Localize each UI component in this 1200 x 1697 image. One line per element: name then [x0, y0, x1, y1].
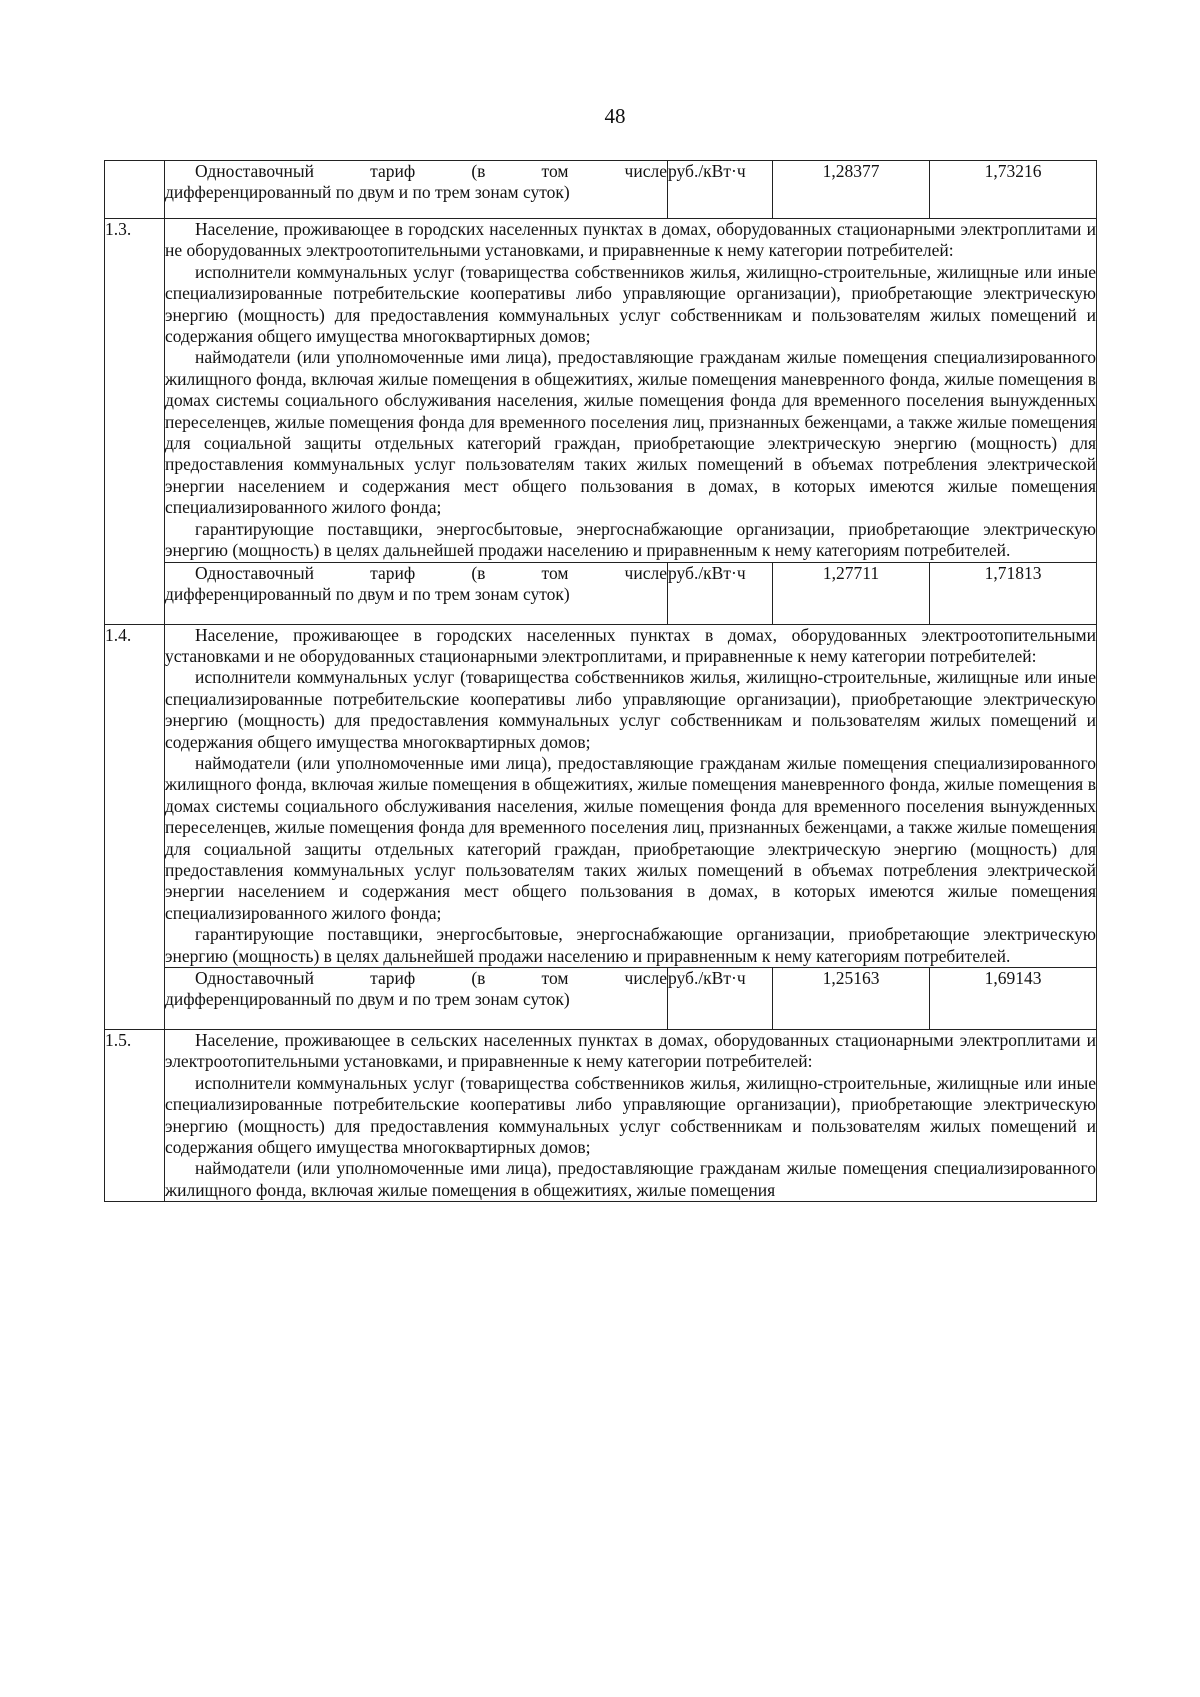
unit-cell: руб./кВт·ч [668, 562, 773, 624]
unit-cell: руб./кВт·ч [668, 968, 773, 1030]
section-description [165, 1030, 1097, 1202]
section-number: 1.3. [105, 219, 165, 625]
table-row [105, 624, 1097, 968]
tariff-label-line2: дифференцированный по двум и по трем зонам суток) [165, 583, 570, 604]
section-description [165, 624, 1097, 968]
tariff-label-cell [165, 968, 668, 1030]
paragraph: гарантирующие поставщики, энергосбытовые, энергоснабжающие организации, приобретающие электрическую энергию (мощность) в целях дальнейшей продажи населению и приравненным к нему категориям потребителей. [165, 924, 1096, 966]
value-cell-1: 1,25163 [773, 968, 930, 1030]
value-cell-2: 1,71813 [930, 562, 1097, 624]
page-number: 48 [604, 104, 626, 128]
paragraph: Население, проживающее в городских населенных пунктах в домах, оборудованных стационарными электроплитами и не оборудованных электроотопительными установками, и приравненные к нему категории потребителей: [165, 219, 1096, 261]
section-number: 1.4. [105, 624, 165, 1030]
tariff-label-cell [165, 161, 668, 219]
paragraph: гарантирующие поставщики, энергосбытовые, энергоснабжающие организации, приобретающие электрическую энергию (мощность) в целях дальнейшей продажи населению и приравненным к нему категориям потребителей. [165, 518, 1096, 561]
value-cell-2: 1,69143 [930, 968, 1097, 1030]
table-row [105, 219, 1097, 563]
value-cell-1: 1,28377 [773, 161, 930, 219]
value-cell-1: 1,27711 [773, 562, 930, 624]
table-row [105, 562, 1097, 624]
tariff-label-line2: дифференцированный по двум и по трем зонам суток) [165, 989, 570, 1010]
paragraph: наймодатели (или уполномоченные ими лица), предоставляющие гражданам жилые помещения специализированного жилищного фонда, включая жилые помещения в общежитиях, жилые помещения [165, 1158, 1096, 1200]
paragraph: Население, проживающее в сельских населенных пунктах в домах, оборудованных стационарными электроплитами и электроотопительными установками, и приравненные к нему категории потребителей: [165, 1030, 1096, 1072]
tariff-label-line1: Одноставочный тариф (в том числе [195, 161, 667, 181]
paragraph: наймодатели (или уполномоченные ими лица), предоставляющие гражданам жилые помещения специализированного жилищного фонда, включая жилые помещения в общежитиях, жилые помещения маневренного фонда, жилые помещения в домах системы социального обслуживания населения, жилые помещения фонда для временного поселения вынужденных переселенцев, жилые помещения фонда для временного поселения лиц, признанных беженцами, а также жилые помещения для социальной защиты отдельных категорий граждан, приобретающие электрическую энергию (мощность) для предоставления коммунальных услуг пользователям таких жилых помещений в объемах потребления электрической энергии населением и содержания мест общего пользования в домах, в которых имеются жилые помещения специализированного жилого фонда; [165, 347, 1096, 518]
tariff-table [104, 160, 1097, 1202]
tariff-label-line1: Одноставочный тариф (в том числе [195, 562, 667, 583]
table-row [105, 161, 1097, 219]
paragraph: исполнители коммунальных услуг (товарищества собственников жилья, жилищно-строительные, жилищные или иные специализированные потребительские кооперативы либо управляющие организации), приобретающие электрическую энергию (мощность) для предоставления коммунальных услуг собственникам и пользователям жилых помещений и содержания общего имущества многоквартирных домов; [165, 667, 1096, 752]
value-cell-2: 1,73216 [930, 161, 1097, 219]
section-number: 1.5. [105, 1030, 165, 1202]
unit-cell: руб./кВт·ч [668, 161, 773, 219]
section-description [165, 219, 1097, 563]
tariff-label-cell [165, 562, 668, 624]
row-number-cell [105, 161, 165, 219]
paragraph: исполнители коммунальных услуг (товарищества собственников жилья, жилищно-строительные, жилищные или иные специализированные потребительские кооперативы либо управляющие организации), приобретающие электрическую энергию (мощность) для предоставления коммунальных услуг собственникам и пользователям жилых помещений и содержания общего имущества многоквартирных домов; [165, 261, 1096, 347]
table-row [105, 968, 1097, 1030]
tariff-label-line2: дифференцированный по двум и по трем зонам суток) [165, 182, 570, 203]
tariff-label-line1: Одноставочный тариф (в том числе [195, 968, 667, 988]
paragraph: исполнители коммунальных услуг (товарищества собственников жилья, жилищно-строительные, жилищные или иные специализированные потребительские кооперативы либо управляющие организации), приобретающие электрическую энергию (мощность) для предоставления коммунальных услуг собственникам и пользователям жилых помещений и содержания общего имущества многоквартирных домов; [165, 1072, 1096, 1158]
paragraph: Население, проживающее в городских населенных пунктах в домах, оборудованных электроотопительными установками и не оборудованных стационарными электроплитами, и приравненные к нему категории потребителей: [165, 624, 1096, 666]
table-row [105, 1030, 1097, 1202]
paragraph: наймодатели (или уполномоченные ими лица), предоставляющие гражданам жилые помещения специализированного жилищного фонда, включая жилые помещения в общежитиях, жилые помещения маневренного фонда, жилые помещения в домах системы социального обслуживания населения, жилые помещения фонда для временного поселения вынужденных переселенцев, жилые помещения фонда для временного поселения лиц, признанных беженцами, а также жилые помещения для социальной защиты отдельных категорий граждан, приобретающие электрическую энергию (мощность) для предоставления коммунальных услуг пользователям таких жилых помещений в объемах потребления электрической энергии населением и содержания мест общего пользования в домах, в которых имеются жилые помещения специализированного жилого фонда; [165, 752, 1096, 923]
